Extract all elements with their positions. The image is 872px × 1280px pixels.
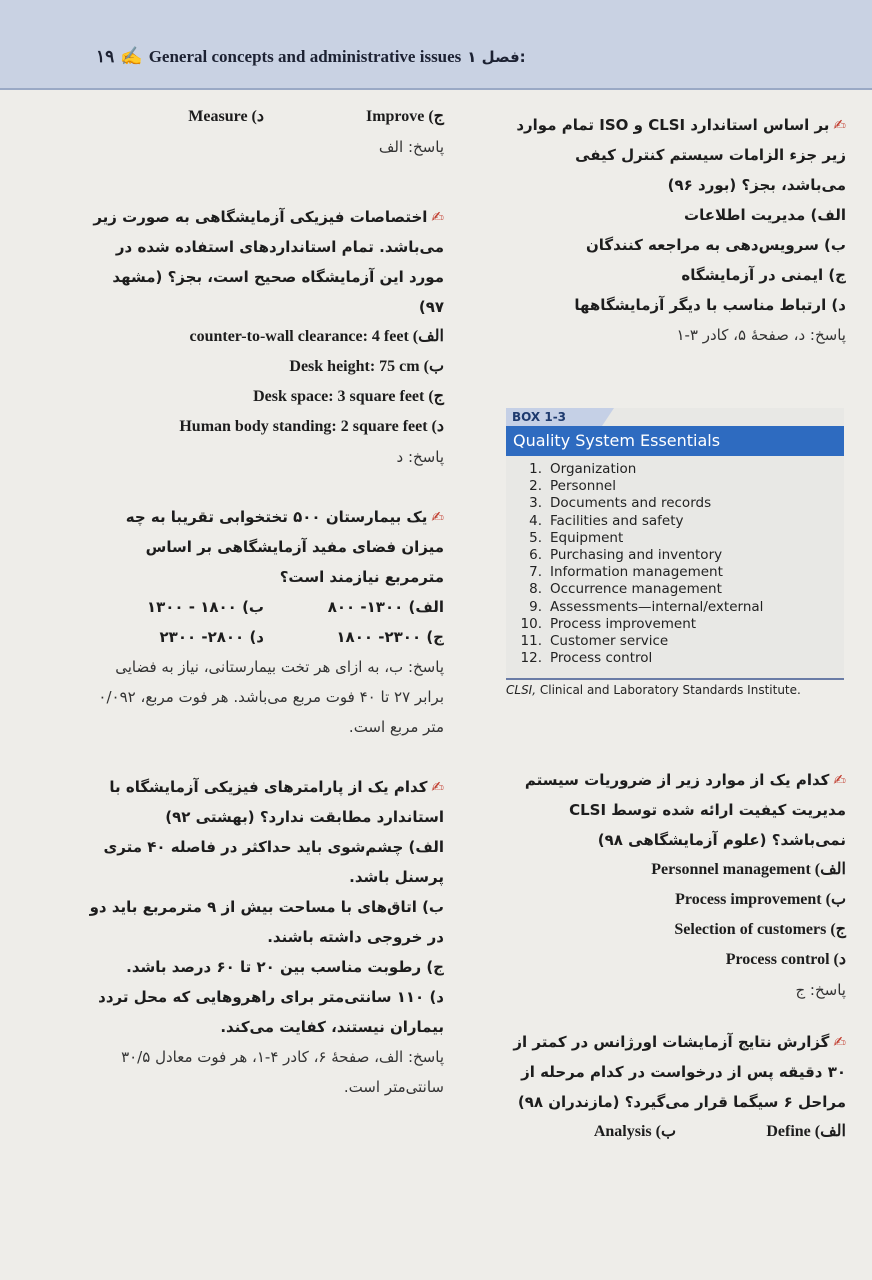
box-list <box>518 461 763 667</box>
option: ب) سرویس‌دهی به مراجعه کنندگان <box>586 236 846 254</box>
pen-icon: ✍ <box>833 771 846 789</box>
question-stem: بر اساس استاندارد CLSI و ISO تمام موارد زیر جزء الزامات سیستم کنترل کیفی می‌باشد، بجز؟ (بورد ۹۶) <box>516 116 846 194</box>
item-text: Documents and records <box>550 495 712 512</box>
option: الف) Define <box>766 1123 846 1140</box>
item-text: Purchasing and inventory <box>550 547 723 564</box>
quality-system-box <box>506 408 844 680</box>
chapter-title: General concepts and administrative issues <box>148 46 462 66</box>
box-title: Quality System Essentials <box>506 426 844 456</box>
item-number: 4. <box>529 512 542 529</box>
box-list-item <box>518 461 763 478</box>
question-stem: یک بیمارستان ۵۰۰ تختخوابی تقریبا به چه میزان فضای مفید آزمایشگاهی بر اساس مترمربع نیازمند است؟ <box>125 508 444 586</box>
question-3 <box>506 1027 846 1147</box>
item-text: Occurrence management <box>550 581 722 598</box>
item-number: 10. <box>520 615 542 632</box>
item-text: Assessments—internal/external <box>550 598 764 615</box>
pen-icon: ✍ <box>431 778 444 796</box>
option: الف) counter-to-wall clearance: 4 feet <box>189 328 444 345</box>
question-stem: اختصاصات فیزیکی آزمایشگاهی به صورت زیر می‌باشد. تمام استانداردهای استفاده شده در مورد این آزمایشگاه صحیح است، بجز؟ (مشهد ۹۷) <box>93 208 444 316</box>
question-stem: کدام یک از موارد زیر از ضروریات سیستم مدیریت کیفیت ارائه شده توسط CLSI نمی‌باشد؟ (علوم آزمایشگاهی ۹۸) <box>524 771 846 849</box>
box-tag: BOX 1-3 <box>506 408 602 426</box>
option: د) ارتباط مناسب با دیگر آزمایشگاهها <box>574 296 846 314</box>
question-0-tail <box>84 102 444 162</box>
item-number: 9. <box>529 598 542 615</box>
question-4 <box>84 202 444 472</box>
item-number: 8. <box>529 581 542 598</box>
question-stem: گزارش نتایج آزمایشات اورژانس در کمتر از ۳۰ دقیقه پس از درخواست در کدام مرحله از مراحل ۶ سیگما قرار می‌گیرد؟ (مازندران ۹۸) <box>513 1033 846 1111</box>
page-header <box>0 0 872 90</box>
pen-icon: ✍ <box>431 508 444 526</box>
answer: پاسخ: د، صفحهٔ ۵، کادر ۳-۱ <box>676 326 846 344</box>
answer: پاسخ: ب، به ازای هر تخت بیمارستانی، نیاز به فضایی برابر ۲۷ تا ۴۰ فوت مربع می‌باشد. هر فوت مربع، ۰/۰۹۲ متر مربع است. <box>98 658 444 736</box>
item-number: 5. <box>529 529 542 546</box>
item-number: 7. <box>529 564 542 581</box>
right-column <box>506 110 846 350</box>
item-text: Information management <box>550 564 723 581</box>
answer: پاسخ: ج <box>795 981 846 999</box>
option: ب) Analysis <box>593 1123 676 1140</box>
answer: پاسخ: الف، صفحهٔ ۶، کادر ۴-۱، هر فوت معادل ۳۰/۵ سانتی‌متر است. <box>121 1048 444 1096</box>
option: د) Measure <box>188 108 264 125</box>
option: ب) اتاق‌های با مساحت بیش از ۹ مترمربع باید دو در خروجی داشته باشند. <box>89 898 444 946</box>
box-list-item <box>518 530 763 547</box>
pen-icon: ✍ <box>833 1033 846 1051</box>
right-column-lower <box>506 765 846 1147</box>
item-number: 1. <box>529 461 542 477</box>
option: ج) ایمنی در آزمایشگاه <box>681 266 846 284</box>
box-list-item <box>518 564 763 581</box>
item-text: Equipment <box>550 529 624 546</box>
item-text: Process control <box>550 650 653 667</box>
item-text: Process improvement <box>550 615 697 632</box>
item-number: 12. <box>520 650 542 667</box>
option: ب) ۱۸۰۰ - ۱۳۰۰ <box>146 598 264 616</box>
box-caption <box>506 683 801 697</box>
answer: پاسخ: الف <box>378 138 444 156</box>
box-list-item <box>518 650 763 667</box>
question-stem: کدام یک از پارامترهای فیزیکی آزمایشگاه با استاندارد مطابقت ندارد؟ (بهشتی ۹۲) <box>109 778 444 826</box>
option: د) ۲۸۰۰- ۲۳۰۰ <box>159 628 264 646</box>
pen-icon: ✍ <box>833 116 846 134</box>
option: ج) Selection of customers <box>674 921 846 938</box>
option: د) Human body standing: 2 square feet <box>179 418 444 435</box>
option: د) Process control <box>725 951 846 968</box>
pen-icon: ✍ <box>120 46 143 66</box>
question-6 <box>84 772 444 1102</box>
box-list-item <box>518 599 763 616</box>
item-text: Facilities and safety <box>550 512 684 529</box>
option: ج) ۲۳۰۰- ۱۸۰۰ <box>336 628 444 646</box>
option: ج) Desk space: 3 square feet <box>253 388 444 405</box>
caption-text: Clinical and Laboratory Standards Institute. <box>536 683 801 697</box>
option: الف) ۱۳۰۰- ۸۰۰ <box>327 598 444 616</box>
running-head <box>96 46 542 67</box>
caption-abbr: CLSI, <box>506 683 537 697</box>
question-1 <box>506 110 846 350</box>
box-list-item <box>518 547 763 564</box>
option: ب) Desk height: 75 cm <box>289 358 444 375</box>
option: ب) Process improvement <box>675 891 846 908</box>
option: الف) چشم‌شوی باید حداکثر در فاصله ۴۰ متری پرسنل باشد. <box>103 838 444 886</box>
box-list-item <box>518 478 763 495</box>
item-number: 11. <box>520 633 542 650</box>
item-text: Personnel <box>550 478 616 495</box>
question-5 <box>84 502 444 742</box>
option: د) ۱۱۰ سانتی‌متر برای راهروهایی که محل تردد بیماران نیستند، کفایت می‌کند. <box>98 988 444 1036</box>
box-list-item <box>518 581 763 598</box>
page-number: ۱۹ <box>96 46 115 66</box>
item-text: Customer service <box>550 633 669 650</box>
left-column <box>84 102 444 1102</box>
box-list-item <box>518 616 763 633</box>
box-list-item <box>518 495 763 512</box>
item-number: 2. <box>529 478 542 495</box>
box-list-item <box>518 633 763 650</box>
option: ج) رطوبت مناسب بین ۲۰ تا ۶۰ درصد باشد. <box>126 958 444 976</box>
pen-icon: ✍ <box>431 208 444 226</box>
item-number: 6. <box>529 547 542 564</box>
question-2 <box>506 765 846 1005</box>
chapter-label: فصل ۱: <box>467 47 526 66</box>
item-number: 3. <box>529 495 542 512</box>
answer: پاسخ: د <box>396 448 444 466</box>
item-text: Organization <box>550 461 637 477</box>
box-list-item <box>518 513 763 530</box>
option: الف) مدیریت اطلاعات <box>684 206 846 224</box>
option: ج) Improve <box>365 108 444 125</box>
option: الف) Personnel management <box>651 861 846 878</box>
